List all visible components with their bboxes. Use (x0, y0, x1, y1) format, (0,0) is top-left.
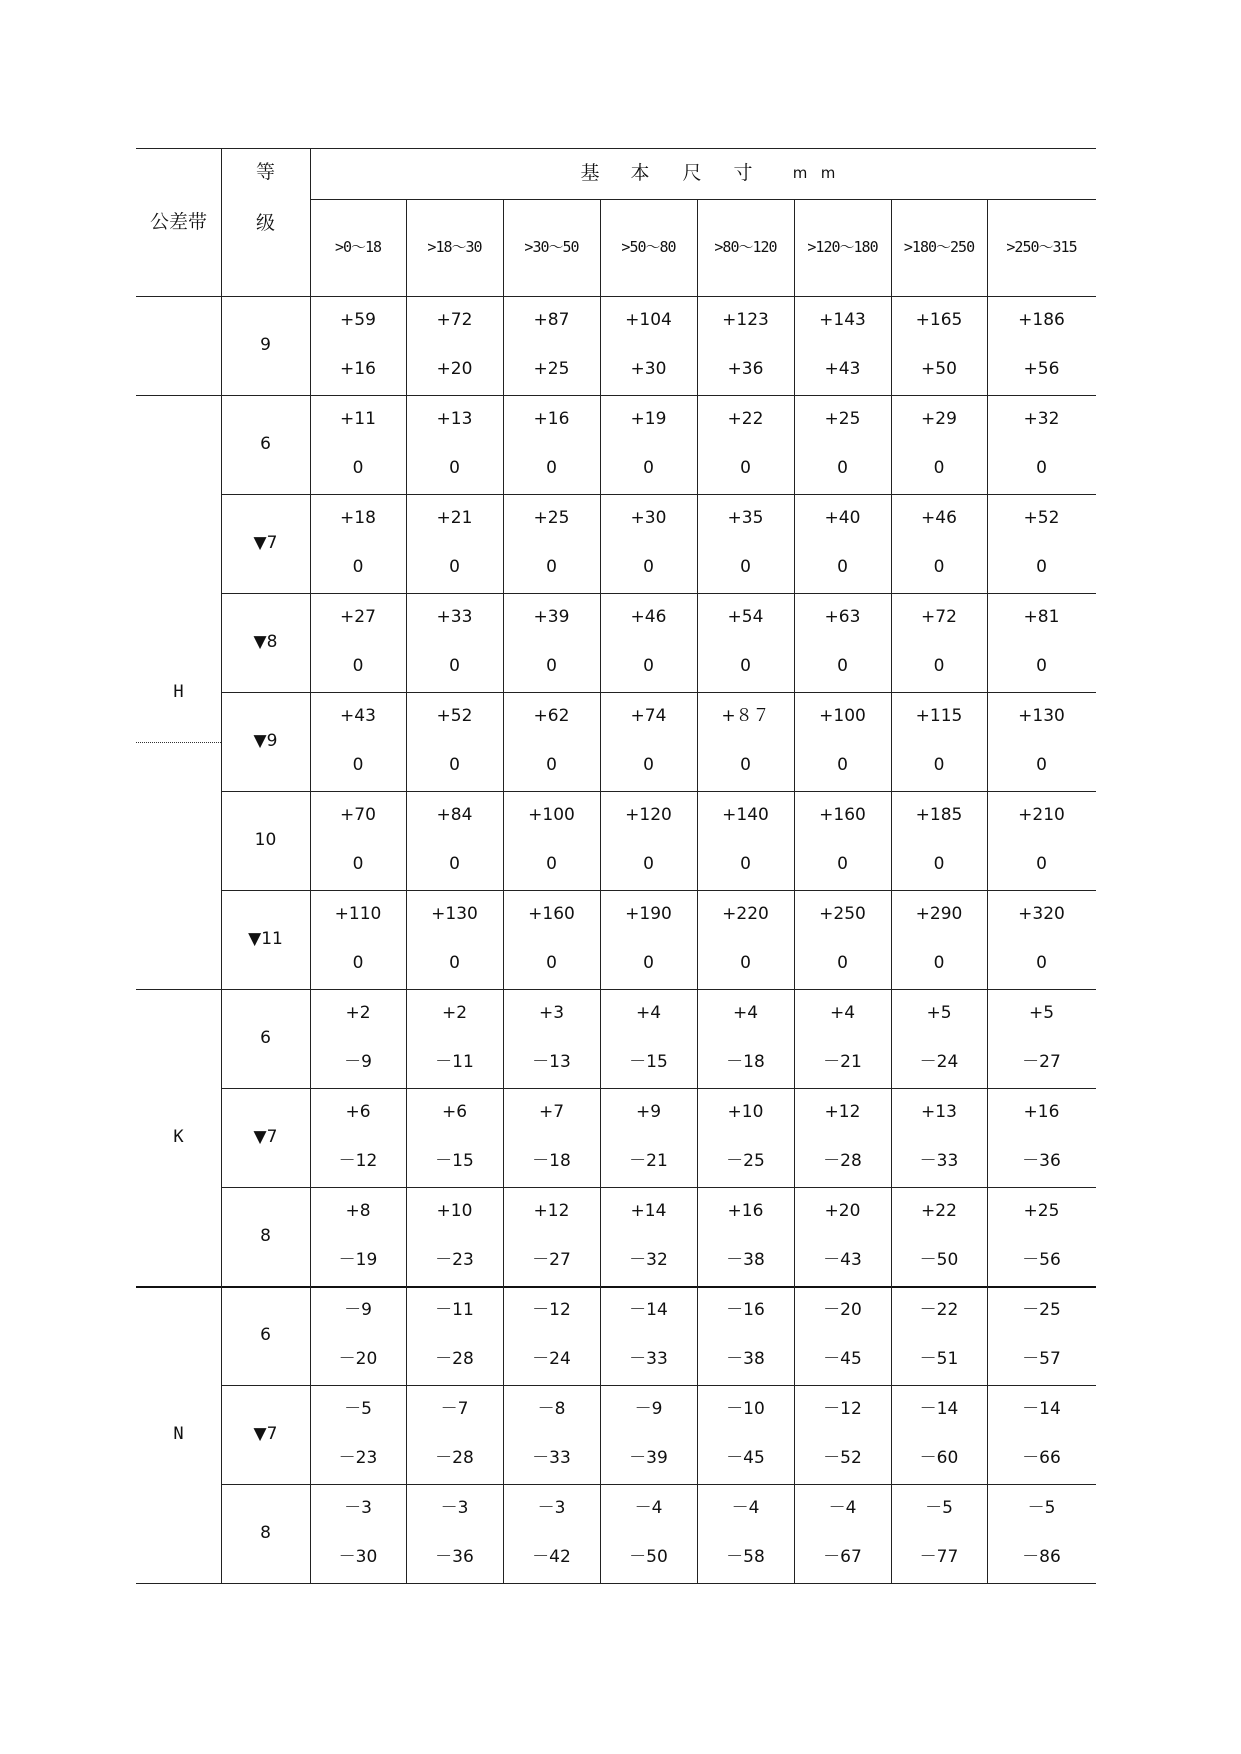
table-horizontal-rule (221, 1385, 1096, 1386)
upper-deviation: －3 (344, 1497, 372, 1518)
grade-label: 6 (260, 1028, 271, 1048)
lower-deviation: －60 (919, 1448, 959, 1468)
lower-deviation: +50 (921, 359, 957, 379)
grade-header-top: 等 (255, 160, 275, 183)
upper-deviation: +81 (1023, 606, 1060, 627)
table-horizontal-rule (136, 148, 1096, 149)
lower-deviation: －21 (823, 1052, 862, 1072)
lower-deviation: －15 (629, 1052, 668, 1072)
size-range-header: >50～80 (621, 238, 676, 256)
table-horizontal-rule (136, 1583, 1096, 1584)
upper-deviation: －10 (726, 1398, 765, 1419)
upper-deviation: +9 (635, 1101, 662, 1122)
lower-deviation: 0 (449, 953, 460, 973)
size-range-header: >120～180 (807, 238, 878, 256)
lower-deviation: 0 (837, 656, 848, 676)
lower-deviation: 0 (837, 557, 848, 577)
lower-deviation: 0 (933, 557, 945, 577)
lower-deviation: 0 (837, 458, 848, 478)
upper-deviation: －5 (925, 1497, 953, 1518)
basic-size-title-char: m (820, 164, 836, 182)
band-header: 公差带 (149, 210, 207, 233)
upper-deviation: +110 (334, 903, 382, 924)
upper-deviation: +8 (345, 1200, 371, 1221)
upper-deviation: +32 (1023, 408, 1060, 429)
upper-deviation: +160 (528, 903, 575, 924)
upper-deviation: +104 (625, 309, 672, 330)
lower-deviation: 0 (352, 656, 364, 676)
upper-deviation: －4 (731, 1497, 760, 1518)
lower-deviation: 0 (933, 854, 945, 874)
upper-deviation: +10 (436, 1200, 473, 1221)
lower-deviation: －36 (435, 1547, 474, 1567)
grade-label: 9 (260, 335, 271, 355)
lower-deviation: －21 (629, 1151, 668, 1171)
grade-label: ▼7 (253, 1127, 278, 1147)
upper-deviation: +2 (345, 1002, 371, 1023)
lower-deviation: －9 (344, 1052, 372, 1072)
upper-deviation: +30 (630, 507, 667, 528)
upper-deviation: +63 (824, 606, 861, 627)
upper-deviation: －9 (634, 1398, 663, 1419)
upper-deviation: +25 (1023, 1200, 1060, 1221)
lower-deviation: 0 (352, 557, 364, 577)
grade-label: 6 (260, 434, 271, 454)
lower-deviation: －50 (919, 1250, 959, 1270)
upper-deviation: +46 (630, 606, 667, 627)
lower-deviation: 0 (740, 854, 751, 874)
upper-deviation: +320 (1018, 903, 1065, 924)
basic-size-title-char: 尺 (682, 162, 702, 184)
upper-deviation: +39 (533, 606, 570, 627)
grade-label: ▼7 (253, 533, 278, 553)
lower-deviation: －30 (338, 1547, 378, 1567)
upper-deviation: +72 (921, 606, 957, 627)
lower-deviation: 0 (546, 854, 557, 874)
upper-deviation: +25 (824, 408, 861, 429)
tolerance-band-label: K (173, 1127, 184, 1147)
lower-deviation: －39 (629, 1448, 668, 1468)
grade-label: ▼8 (253, 632, 278, 652)
upper-deviation: +6 (345, 1101, 371, 1122)
lower-deviation: 0 (643, 458, 654, 478)
upper-deviation: +20 (824, 1200, 861, 1221)
lower-deviation: 0 (740, 557, 751, 577)
size-range-header: >0～18 (334, 238, 382, 256)
upper-deviation: －14 (1022, 1398, 1061, 1419)
upper-deviation: －3 (440, 1497, 469, 1518)
upper-deviation: +22 (921, 1200, 957, 1221)
upper-deviation: －9 (344, 1299, 372, 1320)
lower-deviation: －28 (823, 1151, 862, 1171)
upper-deviation: +2 (441, 1002, 468, 1023)
upper-deviation: +130 (431, 903, 478, 924)
lower-deviation: －23 (435, 1250, 474, 1270)
lower-deviation: －56 (1022, 1250, 1061, 1270)
grade-label: 10 (254, 830, 277, 850)
upper-deviation: +140 (722, 804, 769, 825)
table-horizontal-rule (221, 791, 1096, 792)
upper-deviation: +19 (630, 408, 667, 429)
lower-deviation: －20 (338, 1349, 378, 1369)
lower-deviation: －27 (1022, 1052, 1061, 1072)
lower-deviation: 0 (449, 656, 460, 676)
lower-deviation: 0 (1036, 854, 1047, 874)
lower-deviation: 0 (1036, 458, 1047, 478)
upper-deviation: +4 (732, 1002, 759, 1023)
tolerance-band-label (136, 296, 221, 395)
size-range-header: >18～30 (427, 238, 482, 256)
upper-deviation: +18 (340, 507, 376, 528)
upper-deviation: －16 (726, 1299, 765, 1320)
lower-deviation: －86 (1022, 1547, 1061, 1567)
lower-deviation: －42 (532, 1547, 571, 1567)
lower-deviation: －38 (726, 1349, 765, 1369)
upper-deviation: +185 (915, 804, 963, 825)
lower-deviation: 0 (1036, 656, 1047, 676)
table-horizontal-rule (221, 692, 1096, 693)
upper-deviation: +290 (915, 903, 963, 924)
upper-deviation: +5 (1028, 1002, 1055, 1023)
upper-deviation: +13 (436, 408, 473, 429)
upper-deviation: +52 (436, 705, 473, 726)
upper-deviation: +100 (819, 705, 866, 726)
lower-deviation: 0 (352, 854, 364, 874)
grade-label: 6 (260, 1325, 271, 1345)
grade-header-bottom: 级 (255, 211, 275, 234)
upper-deviation: －12 (823, 1398, 862, 1419)
lower-deviation: －12 (338, 1151, 378, 1171)
size-range-header: >180～250 (903, 238, 975, 256)
upper-deviation: +190 (625, 903, 672, 924)
lower-deviation: 0 (546, 755, 557, 775)
upper-deviation: +43 (340, 705, 376, 726)
upper-deviation: +62 (533, 705, 570, 726)
upper-deviation: +160 (819, 804, 866, 825)
upper-deviation: +70 (340, 804, 376, 825)
upper-deviation: +84 (436, 804, 473, 825)
table-horizontal-rule (221, 1088, 1096, 1089)
upper-deviation: +13 (921, 1101, 957, 1122)
lower-deviation: －28 (435, 1349, 474, 1369)
upper-deviation: +11 (340, 408, 376, 429)
lower-deviation: 0 (643, 953, 654, 973)
upper-deviation: +16 (533, 408, 570, 429)
lower-deviation: －33 (629, 1349, 668, 1369)
lower-deviation: －36 (1022, 1151, 1061, 1171)
lower-deviation: －57 (1022, 1349, 1061, 1369)
lower-deviation: －11 (435, 1052, 474, 1072)
upper-deviation: +130 (1018, 705, 1065, 726)
lower-deviation: －24 (532, 1349, 571, 1369)
lower-deviation: －27 (532, 1250, 571, 1270)
lower-deviation: 0 (933, 953, 945, 973)
lower-deviation: 0 (1036, 557, 1047, 577)
upper-deviation: +143 (819, 309, 866, 330)
upper-deviation: +165 (915, 309, 963, 330)
upper-deviation: +72 (436, 309, 473, 330)
upper-deviation: －14 (629, 1299, 668, 1320)
lower-deviation: －51 (919, 1349, 959, 1369)
grade-label: ▼9 (253, 731, 278, 751)
upper-deviation: +16 (1023, 1101, 1060, 1122)
lower-deviation: －45 (823, 1349, 862, 1369)
lower-deviation: 0 (1036, 953, 1047, 973)
lower-deviation: －18 (726, 1052, 765, 1072)
tolerance-band-label: H (173, 681, 184, 702)
lower-deviation: 0 (449, 854, 460, 874)
lower-deviation: －77 (919, 1547, 959, 1567)
upper-deviation: +16 (727, 1200, 764, 1221)
lower-deviation: 0 (740, 458, 751, 478)
upper-deviation: +29 (921, 408, 957, 429)
upper-deviation: +220 (722, 903, 769, 924)
upper-deviation: +250 (819, 903, 866, 924)
upper-deviation: －12 (532, 1299, 571, 1320)
lower-deviation: 0 (740, 953, 751, 973)
lower-deviation: +20 (436, 359, 473, 379)
lower-deviation: +56 (1023, 359, 1060, 379)
upper-deviation: +46 (921, 507, 957, 528)
grade-label: 8 (260, 1226, 271, 1246)
grade-label: ▼11 (248, 929, 283, 949)
lower-deviation: －24 (919, 1052, 959, 1072)
lower-deviation: 0 (837, 755, 848, 775)
lower-deviation: 0 (1036, 755, 1047, 775)
lower-deviation: 0 (546, 656, 557, 676)
lower-deviation: 0 (740, 755, 751, 775)
upper-deviation: +4 (635, 1002, 662, 1023)
upper-deviation: +21 (436, 507, 473, 528)
table-horizontal-rule (221, 890, 1096, 891)
upper-deviation: +35 (727, 507, 764, 528)
lower-deviation: －23 (338, 1448, 378, 1468)
lower-deviation: 0 (643, 755, 654, 775)
lower-deviation: 0 (837, 854, 848, 874)
size-range-header: >30～50 (524, 238, 579, 256)
upper-deviation: －25 (1022, 1299, 1061, 1320)
lower-deviation: +16 (340, 359, 376, 379)
upper-deviation: +12 (533, 1200, 570, 1221)
lower-deviation: －52 (823, 1448, 862, 1468)
upper-deviation: －11 (435, 1299, 474, 1320)
basic-size-title-char: 寸 (733, 162, 753, 184)
table-horizontal-rule (221, 494, 1096, 495)
upper-deviation: +120 (625, 804, 672, 825)
lower-deviation: 0 (352, 953, 364, 973)
upper-deviation: +4 (829, 1002, 856, 1023)
lower-deviation: －15 (435, 1151, 474, 1171)
lower-deviation: －45 (726, 1448, 765, 1468)
lower-deviation: －50 (629, 1547, 668, 1567)
upper-deviation: －8 (537, 1398, 566, 1419)
upper-deviation: +40 (824, 507, 861, 528)
lower-deviation: +30 (630, 359, 667, 379)
upper-deviation: +14 (630, 1200, 667, 1221)
upper-deviation: +25 (533, 507, 570, 528)
upper-deviation: +27 (340, 606, 376, 627)
lower-deviation: －67 (823, 1547, 862, 1567)
lower-deviation: 0 (449, 557, 460, 577)
lower-deviation: 0 (449, 755, 460, 775)
tolerance-band-label: N (173, 1424, 184, 1444)
upper-deviation: +33 (436, 606, 473, 627)
lower-deviation: －38 (726, 1250, 765, 1270)
upper-deviation: +12 (824, 1101, 861, 1122)
upper-deviation: －5 (1027, 1497, 1056, 1518)
upper-deviation: +59 (340, 309, 376, 330)
lower-deviation: +43 (824, 359, 861, 379)
lower-deviation: +36 (727, 359, 764, 379)
upper-deviation: +10 (727, 1101, 764, 1122)
lower-deviation: 0 (837, 953, 848, 973)
lower-deviation: －28 (435, 1448, 474, 1468)
lower-deviation: +25 (533, 359, 570, 379)
lower-deviation: 0 (546, 953, 557, 973)
basic-size-title-char: m (792, 164, 808, 182)
upper-deviation: －7 (440, 1398, 469, 1419)
upper-deviation: －14 (919, 1398, 959, 1419)
upper-deviation: +52 (1023, 507, 1060, 528)
lower-deviation: －58 (726, 1547, 765, 1567)
upper-deviation: +100 (528, 804, 575, 825)
upper-deviation: +74 (630, 705, 667, 726)
upper-deviation: －4 (828, 1497, 857, 1518)
upper-deviation: +210 (1018, 804, 1065, 825)
basic-size-title-char: 基 (580, 162, 600, 184)
upper-deviation: +5 (926, 1002, 952, 1023)
table-horizontal-rule (221, 1484, 1096, 1485)
size-range-header: >80～120 (714, 238, 777, 256)
upper-deviation: －20 (823, 1299, 862, 1320)
lower-deviation: 0 (352, 755, 364, 775)
lower-deviation: －13 (532, 1052, 571, 1072)
lower-deviation: 0 (643, 557, 654, 577)
upper-deviation: +3 (538, 1002, 565, 1023)
lower-deviation: 0 (740, 656, 751, 676)
size-range-header: >250～315 (1006, 238, 1077, 256)
upper-deviation: －22 (919, 1299, 959, 1320)
lower-deviation: 0 (933, 656, 945, 676)
lower-deviation: －43 (823, 1250, 862, 1270)
lower-deviation: 0 (449, 458, 460, 478)
upper-deviation: +7 (538, 1101, 565, 1122)
lower-deviation: 0 (643, 854, 654, 874)
lower-deviation: 0 (643, 656, 654, 676)
grade-label: ▼7 (253, 1424, 278, 1444)
upper-deviation: +８７ (721, 705, 770, 726)
upper-deviation: +6 (441, 1101, 468, 1122)
lower-deviation: －25 (726, 1151, 765, 1171)
lower-deviation: 0 (546, 557, 557, 577)
upper-deviation: +22 (727, 408, 764, 429)
lower-deviation: 0 (352, 458, 364, 478)
lower-deviation: 0 (546, 458, 557, 478)
lower-deviation: －32 (629, 1250, 668, 1270)
lower-deviation: 0 (933, 755, 945, 775)
lower-deviation: －33 (532, 1448, 571, 1468)
lower-deviation: －66 (1022, 1448, 1061, 1468)
upper-deviation: +54 (727, 606, 764, 627)
lower-deviation: －33 (919, 1151, 959, 1171)
upper-deviation: +87 (533, 309, 570, 330)
upper-deviation: －3 (537, 1497, 566, 1518)
lower-deviation: 0 (933, 458, 945, 478)
basic-size-title-char: 本 (630, 162, 650, 184)
lower-deviation: －18 (532, 1151, 571, 1171)
upper-deviation: +115 (915, 705, 963, 726)
grade-label: 8 (260, 1523, 271, 1543)
upper-deviation: －5 (344, 1398, 372, 1419)
lower-deviation: －19 (338, 1250, 378, 1270)
upper-deviation: +123 (722, 309, 769, 330)
upper-deviation: －4 (634, 1497, 663, 1518)
upper-deviation: +186 (1018, 309, 1065, 330)
table-horizontal-rule (221, 593, 1096, 594)
table-horizontal-rule (221, 1187, 1096, 1188)
